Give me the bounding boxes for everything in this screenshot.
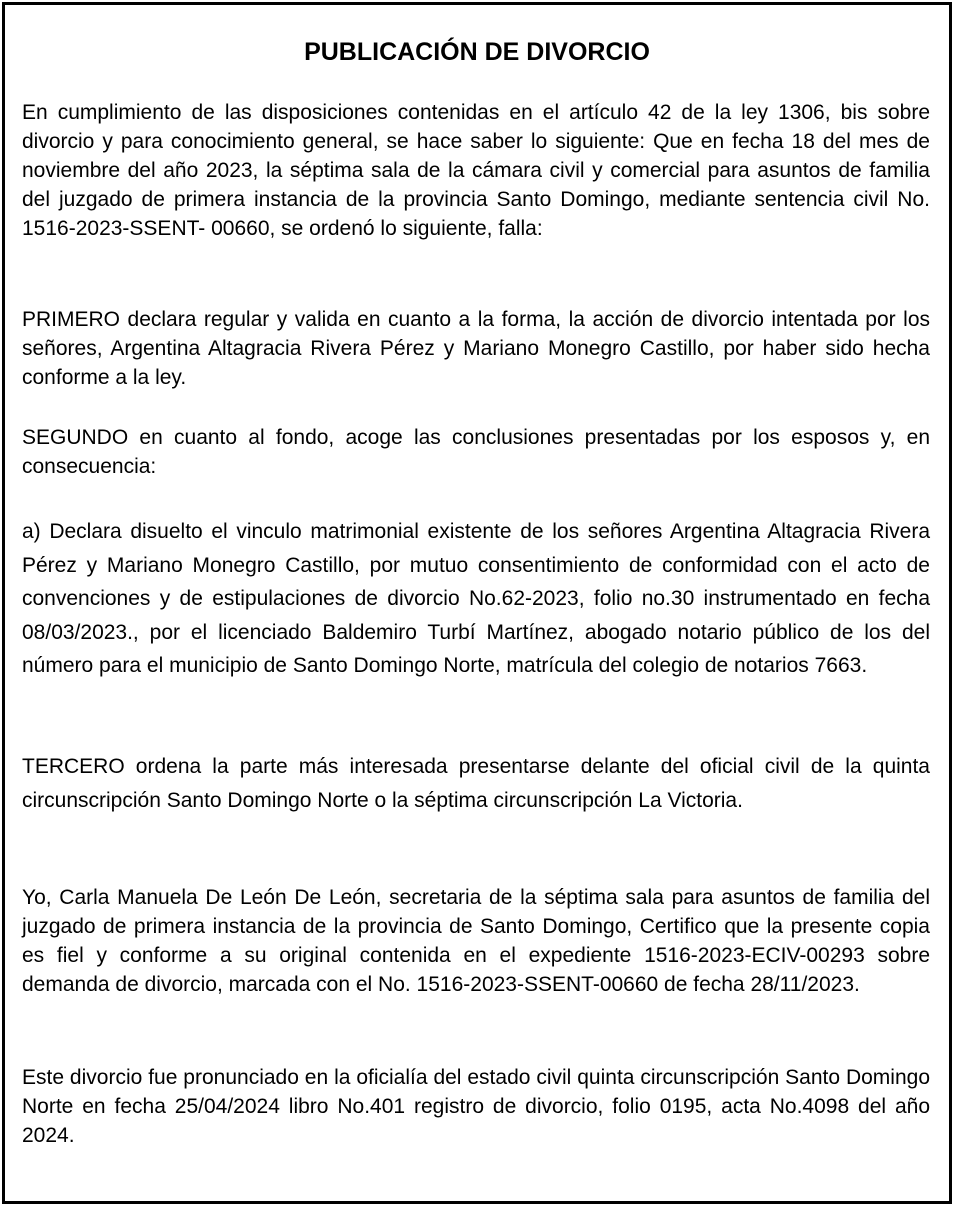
notice-frame <box>2 2 952 1204</box>
paragraph-registration: Este divorcio fue pronunciado en la oficialía del estado civil quinta circunscripción Santo Domingo Norte en fecha 25/04/2024 libro No.401 registro de divorcio, folio 0195, acta No.4098 del año 2024. <box>22 1066 930 1147</box>
notice-title: PUBLICACIÓN DE DIVORCIO <box>304 38 650 66</box>
paragraph-intro: En cumplimiento de las disposiciones contenidas en el artículo 42 de la ley 1306, bis sobre divorcio y para conocimiento general, se hace saber lo siguiente: Que en fecha 18 del mes de noviembre del año 2023, la séptima sala de la cámara civil y comercial para asuntos de familia del juzgado de primera instancia de la provincia Santo Domingo, mediante sentencia civil No. 1516-2023-SSENT- 00660, se ordenó lo siguiente, falla: <box>22 101 930 240</box>
paragraph-primero: PRIMERO declara regular y valida en cuanto a la forma, la acción de divorcio intentada por los señores, Argentina Altagracia Rivera Pérez y Mariano Monegro Castillo, por haber sido hecha conforme a la ley. <box>22 308 930 389</box>
paragraph-segundo: SEGUNDO en cuanto al fondo, acoge las conclusiones presentadas por los esposos y, en consecuencia: <box>22 426 930 478</box>
paragraph-certification: Yo, Carla Manuela De León De León, secretaria de la séptima sala para asuntos de familia del juzgado de primera instancia de la provincia de Santo Domingo, Certifico que la presente copia es fiel y conforme a su original contenida en el expediente 1516-2023-ECIV-00293 sobre demanda de divorcio, marcada con el No. 1516-2023-SSENT-00660 de fecha 28/11/2023. <box>22 886 930 996</box>
paragraph-segundo-a: a) Declara disuelto el vinculo matrimonial existente de los señores Argentina Altagracia Rivera Pérez y Mariano Monegro Castillo, por mutuo consentimiento de conformidad con el acto de convenciones y de estipulaciones de divorcio No.62-2023, folio no.30 instrumentado en fecha 08/03/2023., por el licenciado Baldemiro Turbí Martínez, abogado notario público de los del número para el municipio de Santo Domingo Norte, matrícula del colegio de notarios 7663. <box>22 520 930 677</box>
paragraph-tercero: TERCERO ordena la parte más interesada presentarse delante del oficial civil de la quinta circunscripción Santo Domingo Norte o la séptima circunscripción La Victoria. <box>22 755 930 812</box>
